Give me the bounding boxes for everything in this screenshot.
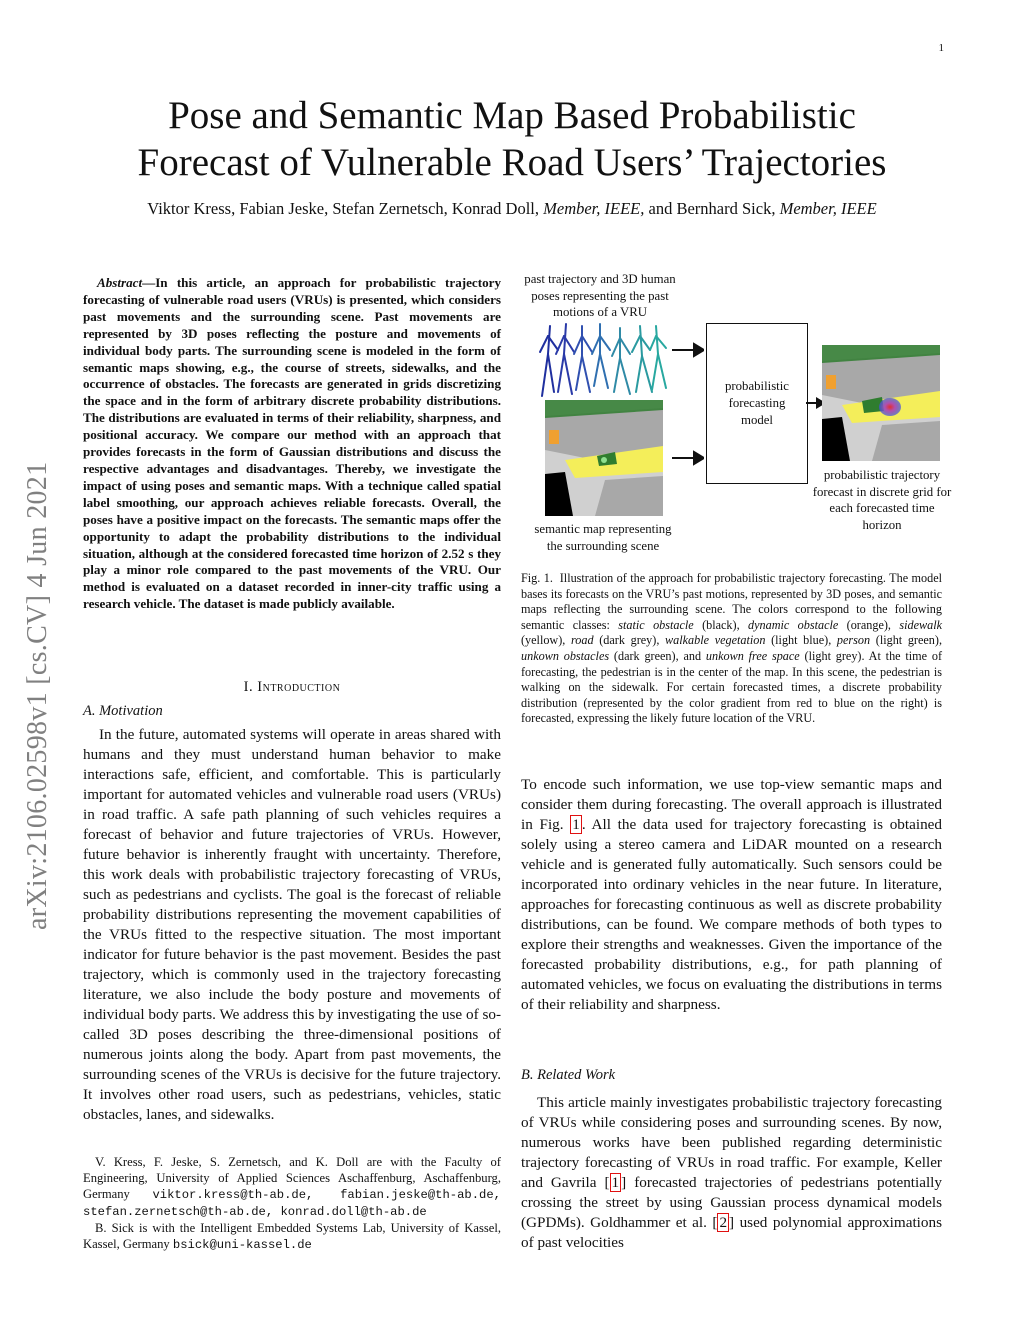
class-road: road <box>571 633 594 648</box>
footnote-emails-a: viktor.kress@th-ab.de, fabian.jeske@th-ab.de, <box>152 1188 501 1202</box>
page-number: 1 <box>938 42 944 54</box>
right-paragraph: To encode such information, we use top-view semantic maps and consider them during forecasting. The overall approach is illustrated in Fig. 1 . All the data used for trajectory forecasting is obtained solely using a stereo camera and LiDAR mounted on a research vehicle and is generated fully automatically. Such sensors could be incorporated into ordinary vehicles in the near future. In literature, approaches for forecasting continuous as well as discrete probability distributions, can be found. We compare methods of both types to explore their strengths and weaknesses. Given the importance of the forecasted probability distributions, e.g., for path planning of automated vehicles, we focus on evaluating the distributions in terms of their reliability and sharpness. <box>521 776 943 1013</box>
arrows-to-model <box>670 340 704 470</box>
abstract <box>83 275 501 613</box>
subsection-related-work: B. Related Work <box>521 1067 616 1083</box>
abstract-text: —In this article, an approach for probabilistic trajectory forecasting of vulnerable road users (VRUs) is presented, which considers past movements and the surrounding scene. Past movements are represented by 3D poses reflecting the posture and movements of individual body parts. The surrounding scene is modeled in the form of semantic maps showing, e.g., the course of streets, sidewalks, and the occurrence of obstacles. The forecasts are generated in grids discretizing the space and in the form of arbitrary discrete probability distributions. The distributions are evaluated in terms of their reliability, sharpness, and positional accuracy. We compare our method with an approach that provides forecasts in the form of Gaussian distributions and discuss the respective advantages and disadvantages. Thereby, we investigate the impact of using poses and semantic maps. With a technique called spatial label smoothing, our approach achieves reliable forecasts. Overall, the poses have a positive impact on the forecasts. The semantic maps offer the opportunity to adapt the probability distributions to the individual situation, although at the considered forecasted time horizon of 2.52 s they play a minor role compared to the past movements of the VRU. Our method is evaluated on a dataset recorded in inner-city traffic using a research vehicle. The dataset is made publicly available. <box>83 275 501 612</box>
out-dynamic-obstacle <box>826 375 836 389</box>
title-line-1: Pose and Semantic Map Based Probabilistic <box>168 94 856 137</box>
pose-sequence-image <box>538 322 668 398</box>
author-member-1: Member, IEEE, <box>543 199 645 218</box>
pose-figure-2 <box>556 324 574 394</box>
class-unknown-free-space: unkown free space <box>705 648 800 663</box>
class-walkable-vegetation: walkable vegetation <box>665 633 766 648</box>
fig-label-semantic-map: semantic map representing the surrounding scene <box>534 522 672 553</box>
pose-figure-1 <box>540 326 558 396</box>
citation-2-link[interactable]: 2 <box>719 1214 728 1231</box>
author-and: and Bernhard Sick, <box>648 199 776 218</box>
author-names-1: Viktor Kress, Fabian Jeske, Stefan Zernetsch, Konrad Doll, <box>147 199 539 218</box>
intro-paragraph: In the future, automated systems will operate in areas shared with humans and they must understand human behavior to make interactions safe, efficient, and comfortable. This is particularly important for automated vehicles and vulnerable road users (VRUs) in road traffic. A safe path planning of such vehicles requires a forecast of behavior and future trajectories of VRUs. However, future behavior is inherently fraught with uncertainty. Therefore, this work deals with probabilistic trajectory forecasting of VRUs, such as pedestrians and cyclists. The goal is the forecast of reliable probability distributions representing the movement capabilities of the VRUs fitted to the respective situation. The most important indicator for future behavior is the past movement. Besides the past trajectory, which is commonly used in the trajectory forecasting literature, we also include the body posture and movements of individual body parts. We address this by investigating the use of so-called 3D poses describing the three-dimensional positions of numerous joints along the body. Apart from past movements, the surrounding scenes of the VRUs is decisive for the future trajectory. It involves other road users, such as pedestrians, vehicles, static obstacles, lanes, and sidewalks. <box>83 726 501 1123</box>
author-list <box>0 199 1024 219</box>
class-person: person <box>836 633 871 648</box>
figure-caption: Fig. 1. Illustration of the approach for probabilistic trajectory forecasting. The model bases its forecasts on the VRU’s past motions, represented by 3D poses, and semantic maps reflecting the surrounding scene. The colors correspond to the following semantic classes: static obstacle (black), dynamic obstacle (orange), sidewalk (yellow), road (dark grey), walkable vegetation (light blue), person (light green), unkown obstacles (dark green), and unkown free space (light grey). At the time of forecasting, the pedestrian is in the center of the map. In this scene, the pedestrian is walking on the sidewalk. For certain forecasted times, a discrete probability distribution (represented by the color gradient from red to blue on the right) is forecasted, expressing the likely future location of the VRU. <box>521 571 943 726</box>
class-unknown-obstacles: unkown obstacles <box>521 648 610 663</box>
paper-title <box>0 92 1024 186</box>
abstract-label: Abstract <box>97 275 143 290</box>
pose-figure-4 <box>592 324 610 388</box>
semantic-map-input <box>545 400 663 516</box>
section-heading-introduction <box>83 677 501 697</box>
author-member-2: Member, IEEE <box>779 199 877 218</box>
pose-figure-6 <box>632 326 652 392</box>
footnote-affiliation-2: B. Sick is with the Intelligent Embedded Systems Lab, University of Kassel, Kassel, Germany bsick@uni-kassel.de <box>83 1221 501 1252</box>
footnote-emails-b: stefan.zernetsch@th-ab.de, konrad.doll@th-ab.de <box>83 1205 427 1219</box>
pose-figure-3 <box>574 326 592 392</box>
arrow-head-bottom <box>694 452 704 464</box>
map-road-lower <box>595 476 663 516</box>
class-dynamic-obstacle: dynamic obstacle <box>748 617 839 632</box>
title-line-2: Forecast of Vulnerable Road Users’ Trajectories <box>137 141 887 184</box>
probability-distribution-blob <box>879 398 901 416</box>
map-person <box>601 457 607 463</box>
class-sidewalk: sidewalk <box>899 617 943 632</box>
citation-1-link[interactable]: 1 <box>611 1174 620 1191</box>
fig-1-reference-link[interactable]: 1 <box>572 816 580 833</box>
footnote-affiliation-1: V. Kress, F. Jeske, S. Zernetsch, and K. Doll are with the Faculty of Engineering, University of Applied Sciences Aschaffenburg, Aschaffenburg, Germany viktor.kress@th-ab.de, fabian.jeske@th-ab.de, stefan.zernetsch@th-ab.de, konrad.doll@th-ab.de <box>83 1155 501 1219</box>
section-number: I. <box>243 679 254 695</box>
related-work-paragraph: This article mainly investigates probabilistic trajectory forecasting of VRUs while considering poses and surrounding scenes. By now, numerous works have been published regarding deterministic trajectory forecasting of VRUs in road traffic. For example, Keller and Gavrila [ 1 ] forecasted trajectories of pedestrians potentially crossing the street by using Gaussian process dynamical models (GPDMs). Goldhammer et al. [ 2 ] used polynomial approximations of past velocities <box>521 1094 942 1251</box>
fig-label-past-trajectory: past trajectory and 3D human poses representing the past motions of a VRU <box>524 272 676 319</box>
forecasting-model-box <box>706 323 808 484</box>
class-static-obstacle: static obstacle <box>618 617 694 632</box>
arrow-head-top <box>694 344 704 356</box>
pose-figure-5 <box>612 328 630 394</box>
section-title: Introduction <box>257 679 341 695</box>
fig-label-forecast-output: probabilistic trajectory forecast in discrete grid for each forecasted time horizon <box>812 468 952 532</box>
model-box-label: probabilistic forecasting model <box>725 379 789 427</box>
map-dynamic-obstacle <box>549 430 559 444</box>
pose-figure-7 <box>650 326 666 390</box>
footnote-email-sick: bsick@uni-kassel.de <box>172 1238 312 1252</box>
out-road-lower <box>872 421 940 461</box>
fig-caption-label: Fig. 1. <box>521 571 553 585</box>
arxiv-watermark: arXiv:2106.02598v1 [cs.CV] 4 Jun 2021 <box>22 461 53 930</box>
forecast-output-map <box>822 345 940 461</box>
footnotes <box>83 1153 501 1253</box>
subsection-motivation: A. Motivation <box>83 703 163 719</box>
